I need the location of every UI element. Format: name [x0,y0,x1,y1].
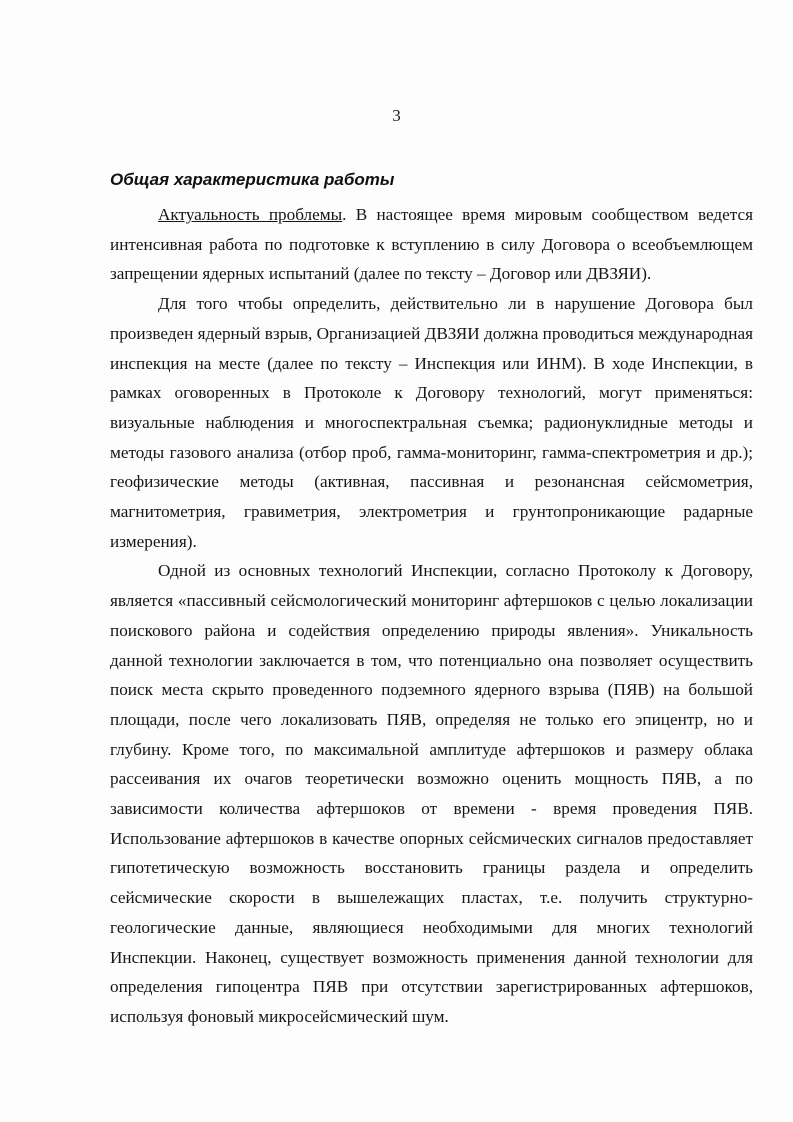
paragraph-aftershock-monitoring: Одной из основных технологий Инспекции, согласно Протоколу к Договору, является «пассивный сейсмологический мониторинг афтершоков с целью локализации поискового района и содействия определению природы явления». Уникальность данной технологии заключается в том, что потенциально она позволяет осуществить поиск места скрыто проведенного подземного ядерного взрыва (ПЯВ) на большой площади, после чего локализовать ПЯВ, определяя не только его эпицентр, но и глубину. Кроме того, по максимальной амплитуде афтершоков и размеру облака рассеивания их очагов теоретически возможно оценить мощность ПЯВ, а по зависимости количества афтершоков от времени - время проведения ПЯВ. Использование афтершоков в качестве опорных сейсмических сигналов предоставляет гипотетическую возможность восстановить границы раздела и определить сейсмические скорости в вышележащих пластах, т.е. получить структурно-геологические данные, являющиеся необходимыми для многих технологий Инспекции. Наконец, существует возможность применения данной технологии для определения гипоцентра ПЯВ при отсутствии зарегистрированных афтершоков, используя фоновый микросейсмический шум. [110,561,753,1026]
relevance-lead: Актуальность проблемы [158,205,343,224]
paragraph-inspection: Для того чтобы определить, действительно ли в нарушение Договора был произведен ядерный взрыв, Организацией ДВЗЯИ должна проводиться международная инспекция на месте (далее по тексту – Инспекция или ИНМ). В ходе Инспекции, в рамках оговоренных в Протоколе к Договору технологий, могут применяться: визуальные наблюдения и многоспектральная съемка; радионуклидные методы и методы газового анализа (отбор проб, гамма-мониторинг, гамма-спектрометрия и др.); геофизические методы (активная, пассивная и резонансная сейсмометрия, магнитометрия, гравиметрия, электрометрия и грунтопроникающие радарные измерения). [110,294,753,551]
paragraph-relevance [110,200,753,289]
relevance-text: . В настоящее время мировым сообществом ведется интенсивная работа по подготовке к вступлению в силу Договора о всеобъемлющем запрещении ядерных испытаний (далее по тексту – Договор или ДВЗЯИ). [110,205,753,284]
section-heading: Общая характеристика работы [110,170,395,189]
page-number: 3 [392,106,401,125]
body-text [110,200,753,1032]
